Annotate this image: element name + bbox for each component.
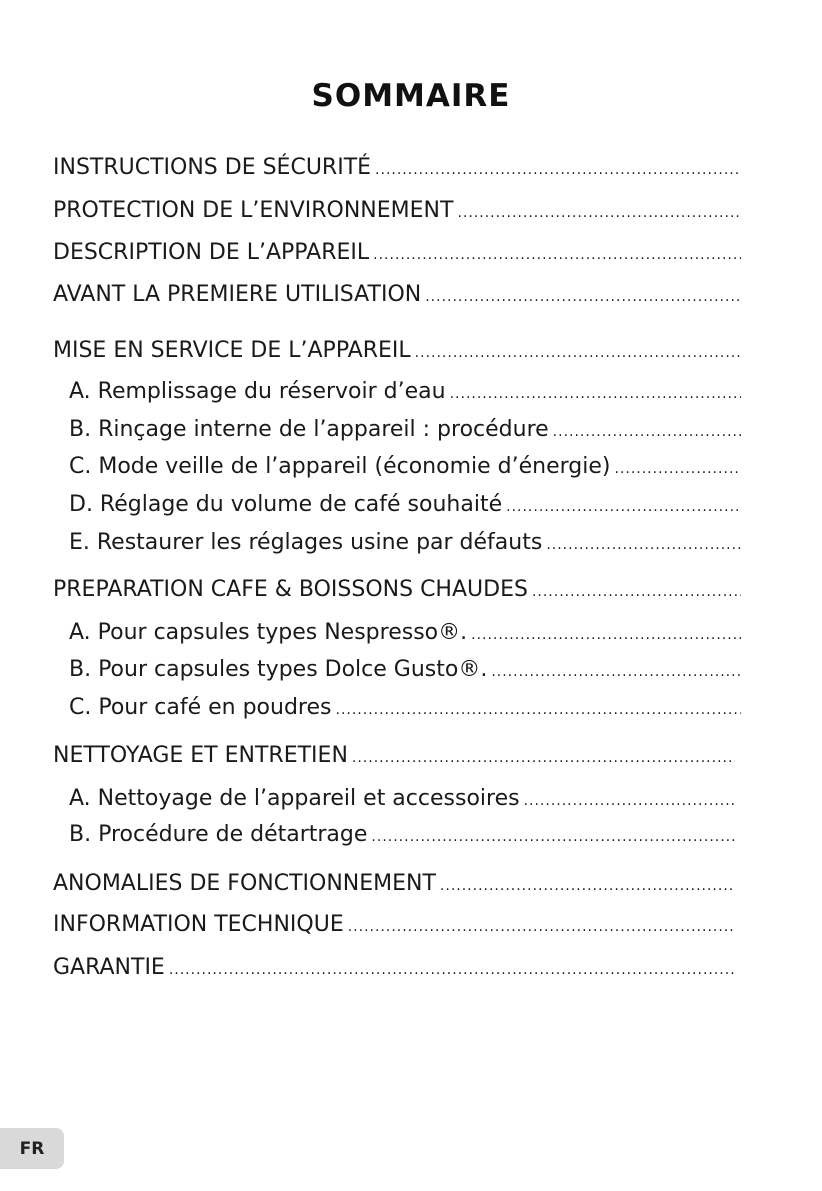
- toc-entry[interactable]: [53, 336, 741, 368]
- dot-leader: [415, 338, 741, 368]
- dot-leader: [450, 379, 741, 409]
- dot-leader: [371, 822, 735, 852]
- language-tab: FR: [0, 1128, 64, 1169]
- toc-entry-label: B. Procédure de détartrage: [69, 822, 368, 847]
- toc-entry-label: INFORMATION TECHNIQUE: [53, 912, 344, 937]
- dot-leader: [553, 417, 741, 447]
- toc-entry-label: PREPARATION CAFE & BOISSONS CHAUDES: [53, 577, 528, 602]
- dot-leader: [375, 155, 741, 185]
- dot-leader: [506, 492, 741, 522]
- toc-entry-label: C. Pour café en poudres: [69, 695, 332, 720]
- toc-subentry[interactable]: [69, 490, 741, 522]
- toc-subentry[interactable]: [69, 693, 741, 725]
- toc-entry[interactable]: [53, 196, 741, 228]
- toc-entry-label: AVANT LA PREMIERE UTILISATION: [53, 282, 422, 307]
- toc-subentry[interactable]: [69, 655, 741, 687]
- toc-entry-label: D. Réglage du volume de café souhaité: [69, 492, 503, 517]
- dot-leader: [169, 955, 735, 985]
- toc-entry[interactable]: [53, 238, 741, 270]
- dot-leader: [614, 454, 741, 484]
- dot-leader: [373, 240, 741, 270]
- dot-leader: [336, 695, 742, 725]
- toc-subentry[interactable]: [69, 415, 741, 447]
- toc-entry[interactable]: [53, 869, 735, 901]
- dot-leader: [546, 530, 741, 560]
- toc-subentry[interactable]: [69, 820, 735, 852]
- dot-leader: [352, 743, 735, 773]
- toc-entry-label: A. Remplissage du réservoir d’eau: [69, 379, 446, 404]
- dot-leader: [524, 786, 735, 816]
- toc-entry[interactable]: [53, 153, 741, 185]
- toc-entry[interactable]: [53, 910, 735, 942]
- toc-subentry[interactable]: [69, 528, 741, 560]
- dot-leader: [348, 912, 735, 942]
- dot-leader: [440, 871, 735, 901]
- toc-entry-label: A. Pour capsules types Nespresso®.: [69, 620, 468, 645]
- toc-entry-label: PROTECTION DE L’ENVIRONNEMENT: [53, 198, 454, 223]
- dot-leader: [457, 198, 741, 228]
- toc-entry[interactable]: [53, 575, 741, 607]
- toc-subentry[interactable]: [69, 377, 741, 409]
- dot-leader: [532, 577, 741, 607]
- toc-entry-label: A. Nettoyage de l’appareil et accessoires: [69, 786, 520, 811]
- dot-leader: [425, 282, 741, 312]
- toc-entry-label: ANOMALIES DE FONCTIONNEMENT: [53, 871, 436, 896]
- toc-subentry[interactable]: [69, 452, 741, 484]
- toc-entry-label: E. Restaurer les réglages usine par défauts: [69, 530, 543, 555]
- dot-leader: [491, 657, 741, 687]
- toc-entry-label: MISE EN SERVICE DE L’APPAREIL: [53, 338, 411, 363]
- toc-entry-label: B. Rinçage interne de l’appareil : procédure: [69, 417, 549, 442]
- toc-entry[interactable]: [53, 741, 735, 773]
- toc-entry-label: NETTOYAGE ET ENTRETIEN: [53, 743, 348, 768]
- toc-entry-label: DESCRIPTION DE L’APPAREIL: [53, 240, 370, 265]
- toc-subentry[interactable]: [69, 784, 735, 816]
- toc-entry-label: INSTRUCTIONS DE SÉCURITÉ: [53, 155, 372, 180]
- toc-entry-label: C. Mode veille de l’appareil (économie d’énergie): [69, 454, 611, 479]
- toc-subentry[interactable]: [69, 618, 741, 650]
- toc-entry[interactable]: [53, 280, 741, 312]
- toc-entry-label: B. Pour capsules types Dolce Gusto®.: [69, 657, 488, 682]
- dot-leader: [471, 620, 741, 650]
- toc-entry[interactable]: [53, 953, 735, 985]
- page-title: SOMMAIRE: [311, 78, 511, 114]
- toc-entry-label: GARANTIE: [53, 955, 165, 980]
